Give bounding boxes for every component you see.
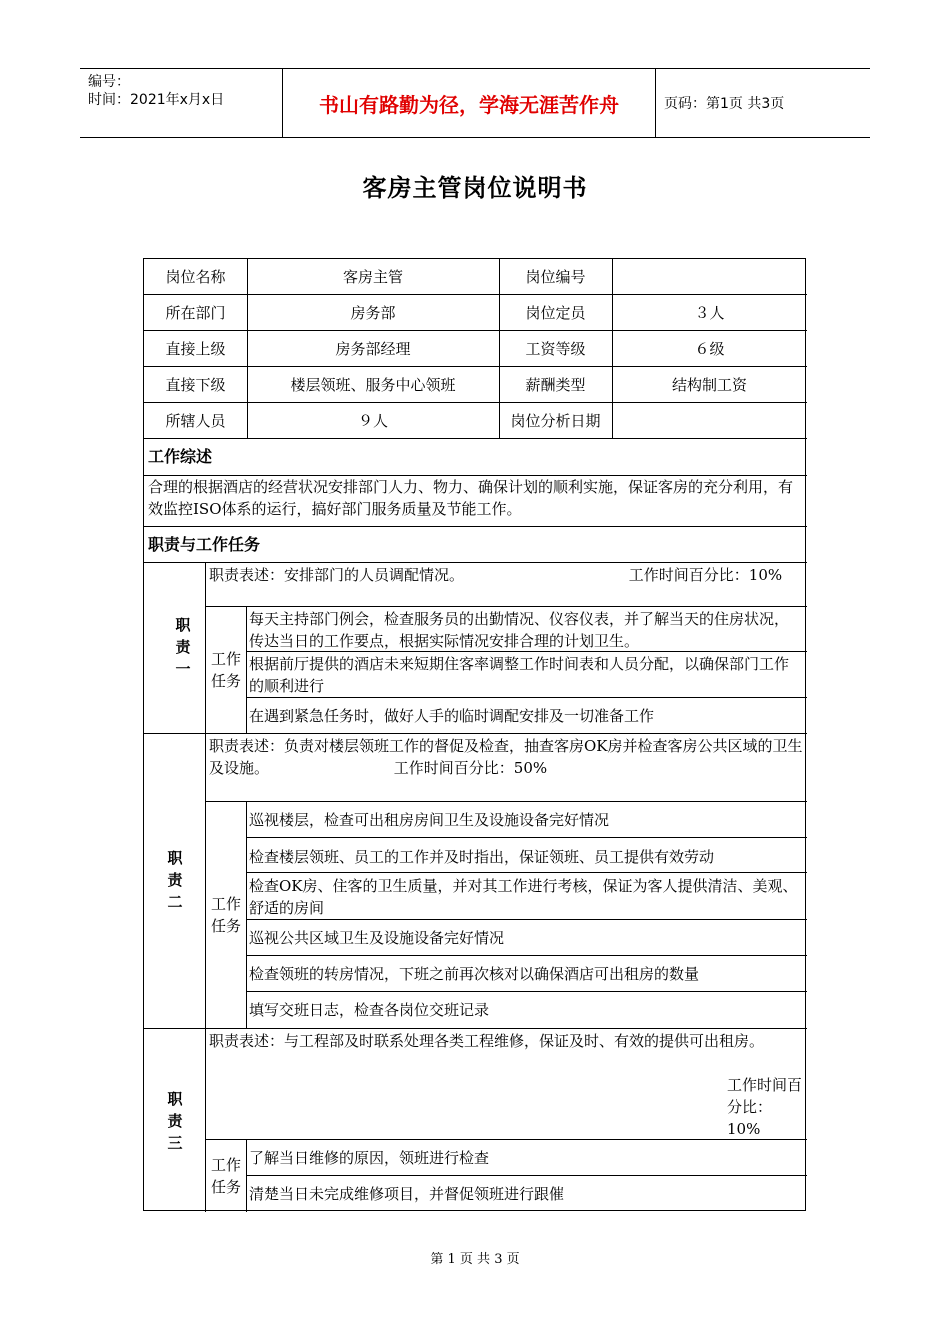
info-value: 客房主管	[342, 268, 403, 286]
header-meta	[88, 73, 224, 109]
info-value: 结构制工资	[671, 376, 747, 394]
info-label: 岗位编号	[525, 268, 586, 286]
header-page-info: 页码：第1页 共3页	[664, 96, 785, 112]
info-label: 工资等级	[525, 340, 586, 358]
duty-1-task: 根据前厅提供的酒店未来短期住客率调整工作时间表和人员分配，以确保部门工作的顺利进行	[249, 655, 790, 695]
duty-2-task-label: 工作任务	[210, 894, 241, 935]
info-value: 房务部	[350, 304, 396, 322]
duty-2-task: 填写交班日志，检查各岗位交班记录	[249, 1001, 490, 1019]
document-title: 客房主管岗位说明书	[362, 174, 588, 202]
duty-1-task: 每天主持部门例会，检查服务员的出勤情况、仪容仪表，并了解当天的住房状况，传达当日的工作要点，根据实际情况安排合理的计划卫生。	[249, 610, 790, 650]
duty-3-label: 职责三	[167, 1090, 183, 1152]
info-label: 所在部门	[165, 304, 226, 322]
duty-3-task-label: 工作任务	[210, 1155, 241, 1196]
summary-text: 合理的根据酒店的经营状况安排部门人力、物力、确保计划的顺利实施，保证客房的充分利用，有效监控ISO体系的运行，搞好部门服务质量及节能工作。	[148, 478, 794, 518]
duty-2-task: 巡视公共区域卫生及设施设备完好情况	[249, 929, 505, 947]
page-footer: 第 1 页 共 3 页	[430, 1252, 520, 1267]
duty-1-statement: 职责表述：安排部门的人员调配情况。 工作时间百分比：10%	[209, 566, 783, 584]
number-label: 编号：	[88, 74, 130, 90]
info-label: 岗位名称	[165, 268, 226, 286]
info-value: ９人	[357, 412, 388, 430]
duty-3-task: 清楚当日未完成维修项目，并督促领班进行跟催	[249, 1185, 565, 1203]
duty-3-statement: 职责表述：与工程部及时联系处理各类工程维修，保证及时、有效的提供可出租房。	[209, 1032, 765, 1050]
duty-1-percent: 工作时间百分比：10%	[628, 566, 783, 584]
duty-2-statement: 职责表述：负责对楼层领班工作的督促及检查，抽查客房OK房并检查客房公共区域的卫生及设施。 工作时间百分比：50%	[209, 737, 803, 777]
info-value: ３人	[694, 304, 725, 322]
info-label: 薪酬类型	[525, 376, 586, 394]
duty-2-task: 检查楼层领班、员工的工作并及时指出，保证领班、员工提供有效劳动	[249, 848, 715, 866]
info-label: 直接上级	[165, 340, 226, 358]
info-value: ６级	[694, 340, 725, 358]
info-value: 房务部经理	[335, 340, 411, 358]
info-label: 直接下级	[165, 376, 226, 394]
duty-3-task: 了解当日维修的原因，领班进行检查	[249, 1149, 490, 1167]
info-label: 岗位定员	[525, 304, 586, 322]
info-label: 岗位分析日期	[510, 412, 601, 430]
info-value	[612, 259, 807, 295]
duty-3-percent: 工作时间百分比：10%	[727, 1076, 803, 1138]
job-description-table	[143, 258, 806, 1211]
info-value: 楼层领班、服务中心领班	[290, 376, 456, 394]
duty-2-label: 职责二	[167, 849, 183, 911]
duty-2-task: 检查OK房、住客的卫生质量，并对其工作进行考核，保证为客人提供清洁、美观、舒适的房间	[249, 877, 798, 917]
duty-2-task: 检查领班的转房情况，下班之前再次核对以确保酒店可出租房的数量	[249, 965, 700, 983]
duties-heading: 职责与工作任务	[148, 535, 261, 554]
summary-heading: 工作综述	[148, 447, 213, 466]
duty-1-task: 在遇到紧急任务时，做好人手的临时调配安排及一切准备工作	[249, 707, 655, 725]
info-value	[612, 403, 807, 439]
duty-1-task-label: 工作任务	[210, 649, 241, 690]
date-label: 时间：2021年x月x日	[88, 92, 225, 108]
page-header	[80, 68, 870, 138]
duty-2-percent: 工作时间百分比：50%	[393, 759, 548, 777]
duty-2-task: 巡视楼层，检查可出租房房间卫生及设施设备完好情况	[249, 811, 610, 829]
header-motto: 书山有路勤为径，学海无涯苦作舟	[282, 69, 656, 137]
duty-1-label: 职责一	[175, 616, 191, 678]
info-label: 所辖人员	[165, 412, 226, 430]
